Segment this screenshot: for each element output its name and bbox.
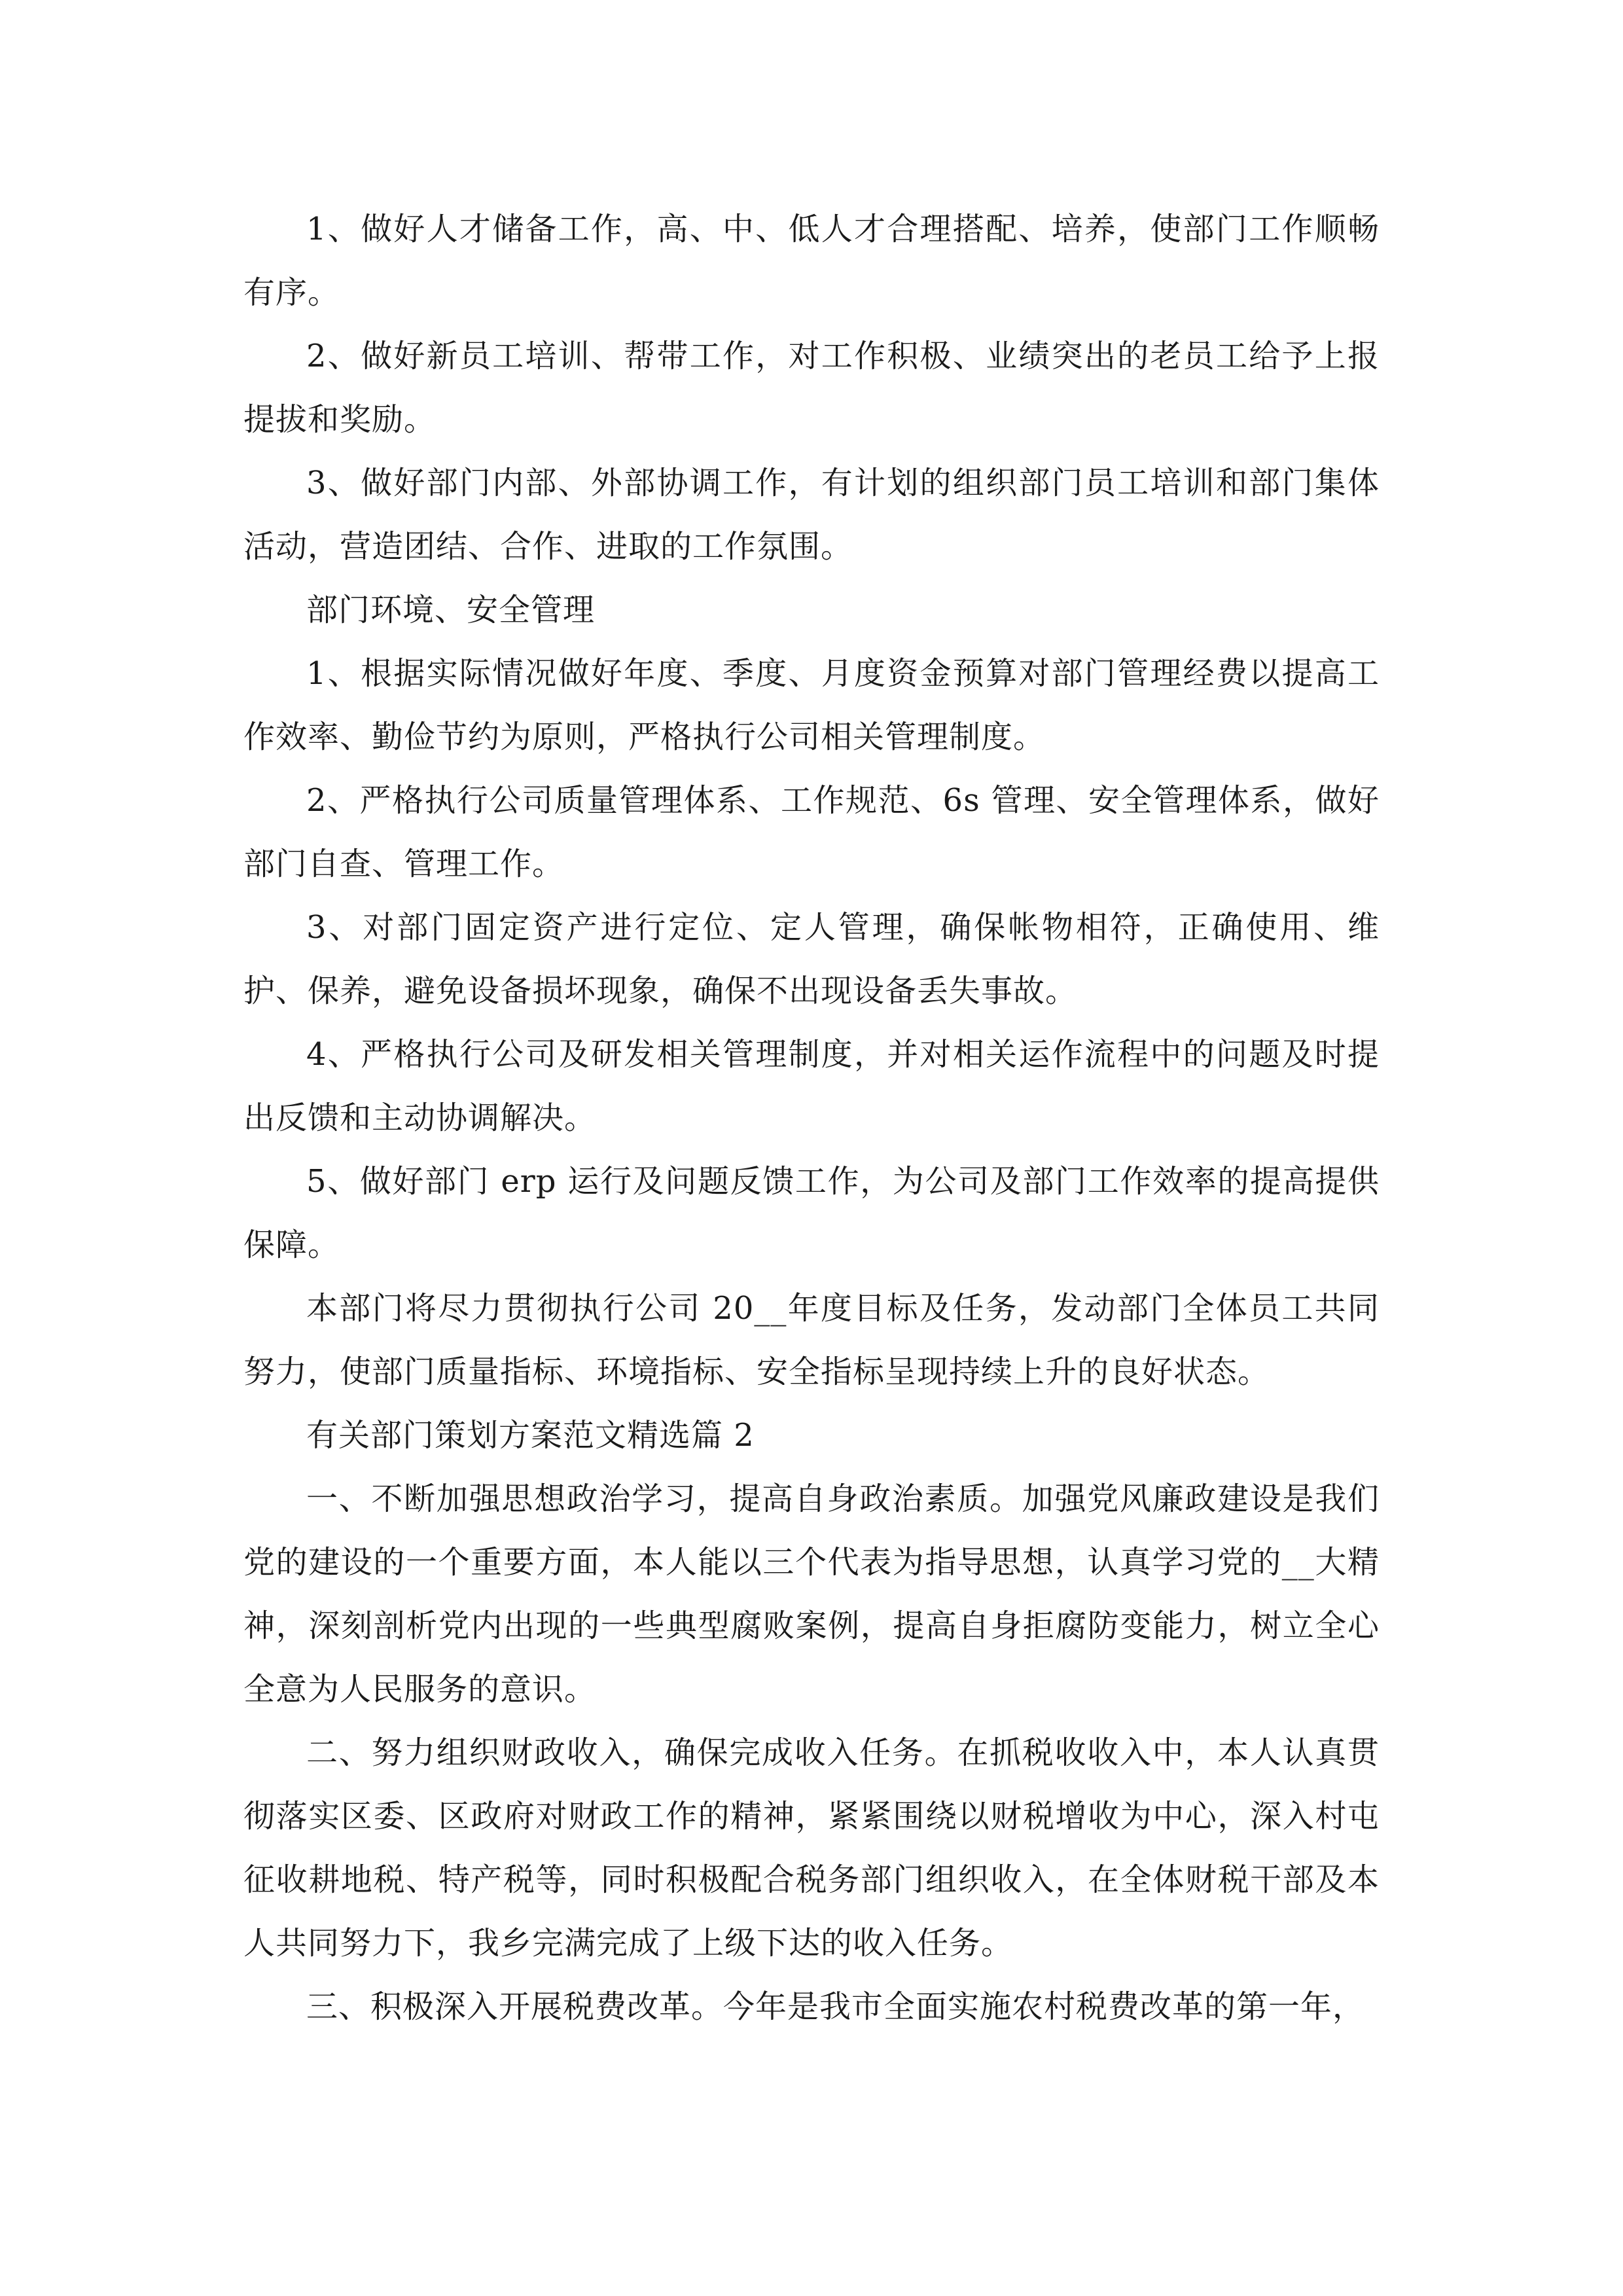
list-item: 3、做好部门内部、外部协调工作，有计划的组织部门员工培训和部门集体活动，营造团结、合作、进取的工作氛围。 — [243, 465, 1380, 565]
list-item: 5、做好部门 erp 运行及问题反馈工作，为公司及部门工作效率的提高提供保障。 — [243, 1163, 1380, 1263]
list-item: 3、对部门固定资产进行定位、定人管理，确保帐物相符，正确使用、维护、保养，避免设备损坏现象，确保不出现设备丢失事故。 — [243, 909, 1380, 1009]
list-item: 三、积极深入开展税费改革。今年是我市全面实施农村税费改革的第一年， — [306, 1988, 1365, 2025]
list-item: 2、做好新员工培训、帮带工作，对工作积极、业绩突出的老员工给予上报提拔和奖励。 — [243, 338, 1380, 438]
list-item: 1、根据实际情况做好年度、季度、月度资金预算对部门管理经费以提高工作效率、勤俭节约为原则，严格执行公司相关管理制度。 — [243, 655, 1380, 755]
article-title: 有关部门策划方案范文精选篇 2 — [306, 1417, 755, 1454]
list-item: 1、做好人才储备工作，高、中、低人才合理搭配、培养，使部门工作顺畅有序。 — [243, 211, 1380, 311]
document-body — [243, 198, 1380, 2039]
list-item: 一、不断加强思想政治学习，提高自身政治素质。加强党风廉政建设是我们党的建设的一个重要方面，本人能以三个代表为指导思想，认真学习党的__大精神，深刻剖析党内出现的一些典型腐败案例，提高自身拒腐防变能力，树立全心全意为人民服务的意识。 — [243, 1480, 1380, 1708]
section-heading: 部门环境、安全管理 — [306, 592, 596, 628]
list-item: 2、严格执行公司质量管理体系、工作规范、6s 管理、安全管理体系，做好部门自查、管理工作。 — [243, 782, 1380, 882]
list-item: 4、严格执行公司及研发相关管理制度，并对相关运作流程中的问题及时提出反馈和主动协调解决。 — [243, 1036, 1380, 1136]
summary-paragraph: 本部门将尽力贯彻执行公司 20__年度目标及任务，发动部门全体员工共同努力，使部门质量指标、环境指标、安全指标呈现持续上升的良好状态。 — [243, 1290, 1380, 1390]
list-item: 二、努力组织财政收入，确保完成收入任务。在抓税收收入中，本人认真贯彻落实区委、区政府对财政工作的精神，紧紧围绕以财税增收为中心，深入村屯征收耕地税、特产税等，同时积极配合税务部门组织收入，在全体财税干部及本人共同努力下，我乡完满完成了上级下达的收入任务。 — [243, 1734, 1380, 1962]
